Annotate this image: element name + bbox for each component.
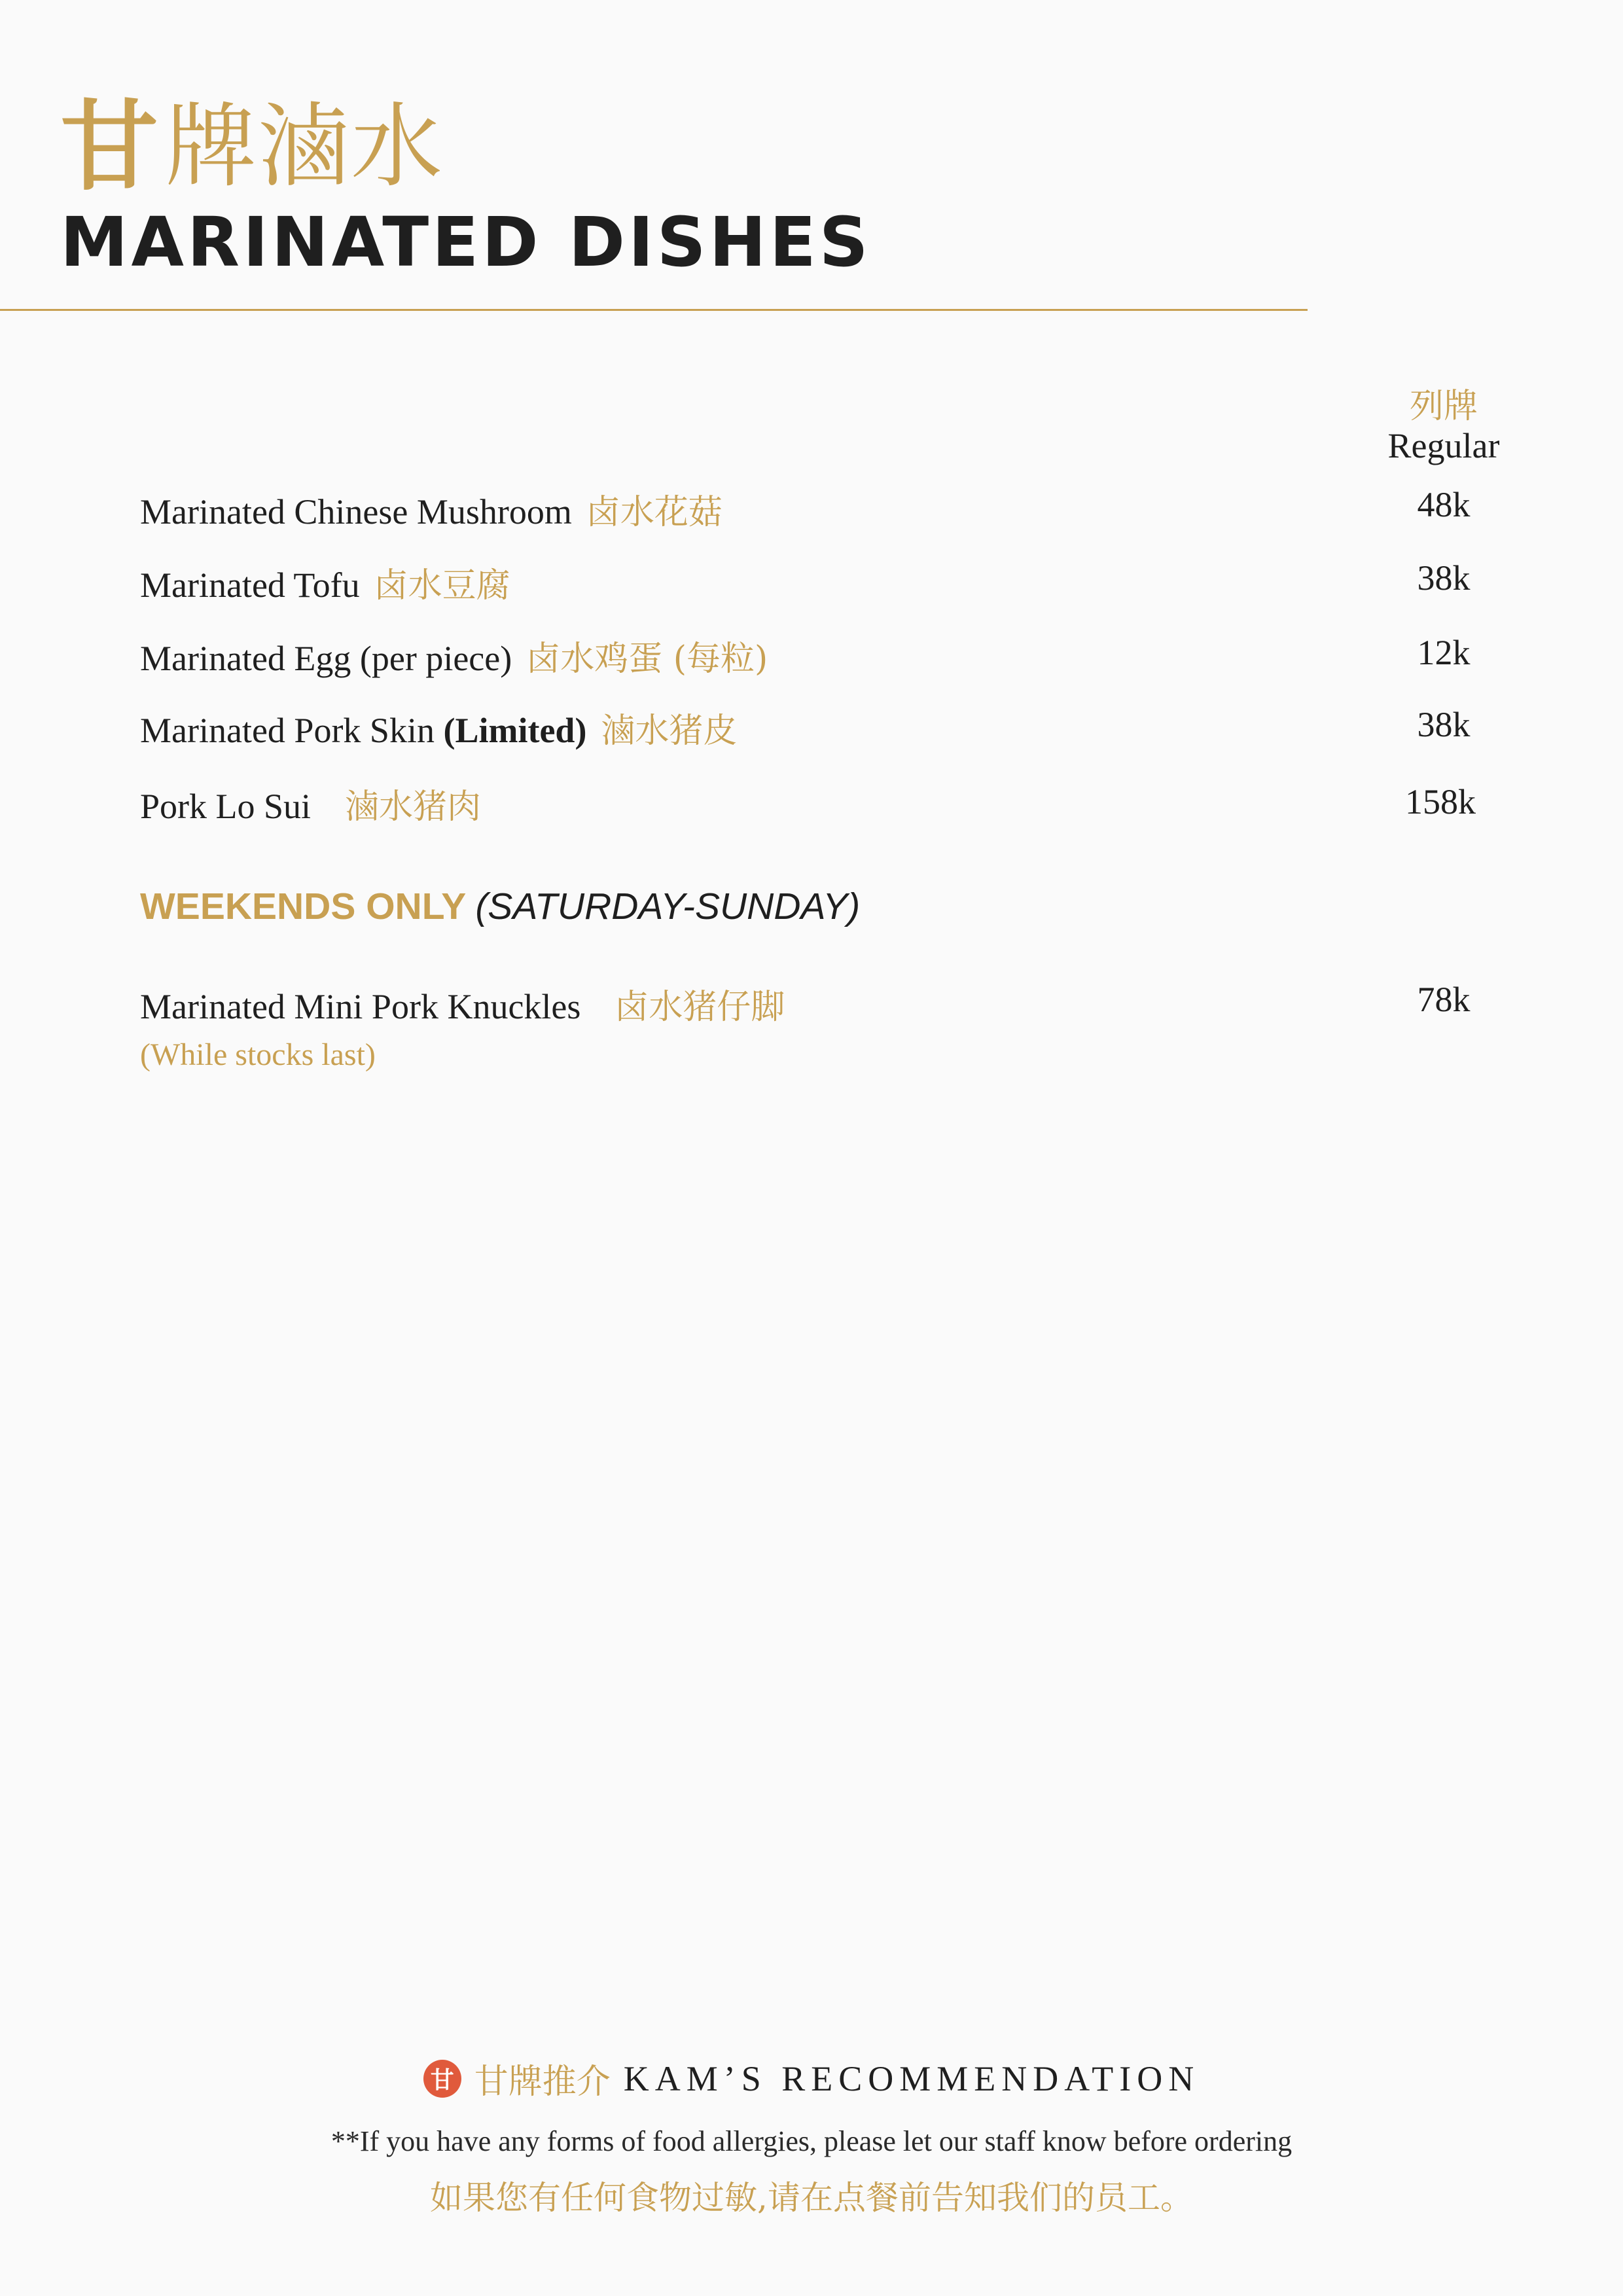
limited-note: (Limited): [443, 711, 587, 750]
menu-item-price: 48k: [1417, 485, 1471, 524]
menu-item-name: Pork Lo Sui: [140, 787, 312, 826]
allergy-notice-cn: 如果您有任何食物过敏,请在点餐前告知我们的员工。: [430, 2179, 1193, 2217]
recommendation-legend: [0, 2054, 1623, 2103]
page-title-cn: [60, 92, 444, 203]
menu-item-name: Marinated Chinese Mushroom: [140, 492, 572, 531]
menu-item: [140, 703, 737, 752]
menu-item-name-cn: 卤水猪仔脚: [615, 988, 785, 1027]
menu-item: [140, 631, 768, 680]
price-column-header: Regular: [1387, 426, 1500, 465]
menu-item-name-cn: 滷水猪肉: [345, 787, 482, 827]
weekends-label: WEEKENDS ONLY: [140, 886, 467, 927]
menu-item-name: Marinated Tofu: [140, 565, 360, 605]
kam-seal-icon: 甘: [423, 2060, 461, 2098]
menu-item-name: Marinated Mini Pork Knuckles: [140, 987, 581, 1026]
menu-item: [140, 979, 785, 1028]
menu-item: [140, 484, 722, 533]
menu-item-price: 38k: [1417, 705, 1471, 744]
page-title-cn-text: 牌滷水: [165, 94, 444, 200]
kam-logo-char: 甘: [60, 90, 159, 204]
menu-item-price: 38k: [1417, 558, 1471, 598]
menu-item: [140, 779, 481, 828]
recommendation-label-cn: 甘牌推介: [474, 2062, 611, 2102]
menu-item-name-cn: 滷水猪皮: [601, 711, 738, 751]
recommendation-label: KAM’S RECOMMENDATION: [623, 2058, 1200, 2098]
page-title: MARINATED DISHES: [60, 202, 872, 282]
stock-note: (While stocks last): [140, 1037, 376, 1072]
menu-item-price: 78k: [1417, 980, 1471, 1019]
header-divider: [0, 309, 1308, 311]
weekends-heading: [140, 885, 860, 928]
menu-item-name: Marinated Egg (per piece): [140, 639, 512, 678]
menu-item-name-cn: 卤水花菇: [586, 493, 722, 532]
menu-item-price: 12k: [1417, 633, 1471, 672]
price-column-header-cn: 列牌: [1409, 387, 1478, 426]
menu-item-name-cn: 卤水鸡蛋 (每粒): [526, 639, 768, 679]
weekends-days: (SATURDAY-SUNDAY): [475, 886, 861, 927]
menu-item-price: 158k: [1405, 782, 1476, 821]
menu-item: [140, 558, 510, 607]
menu-item-name-cn: 卤水豆腐: [374, 566, 510, 605]
allergy-notice: **If you have any forms of food allergies, please let our staff know before ordering: [330, 2125, 1293, 2157]
menu-item-name: Marinated Pork Skin: [140, 711, 435, 750]
